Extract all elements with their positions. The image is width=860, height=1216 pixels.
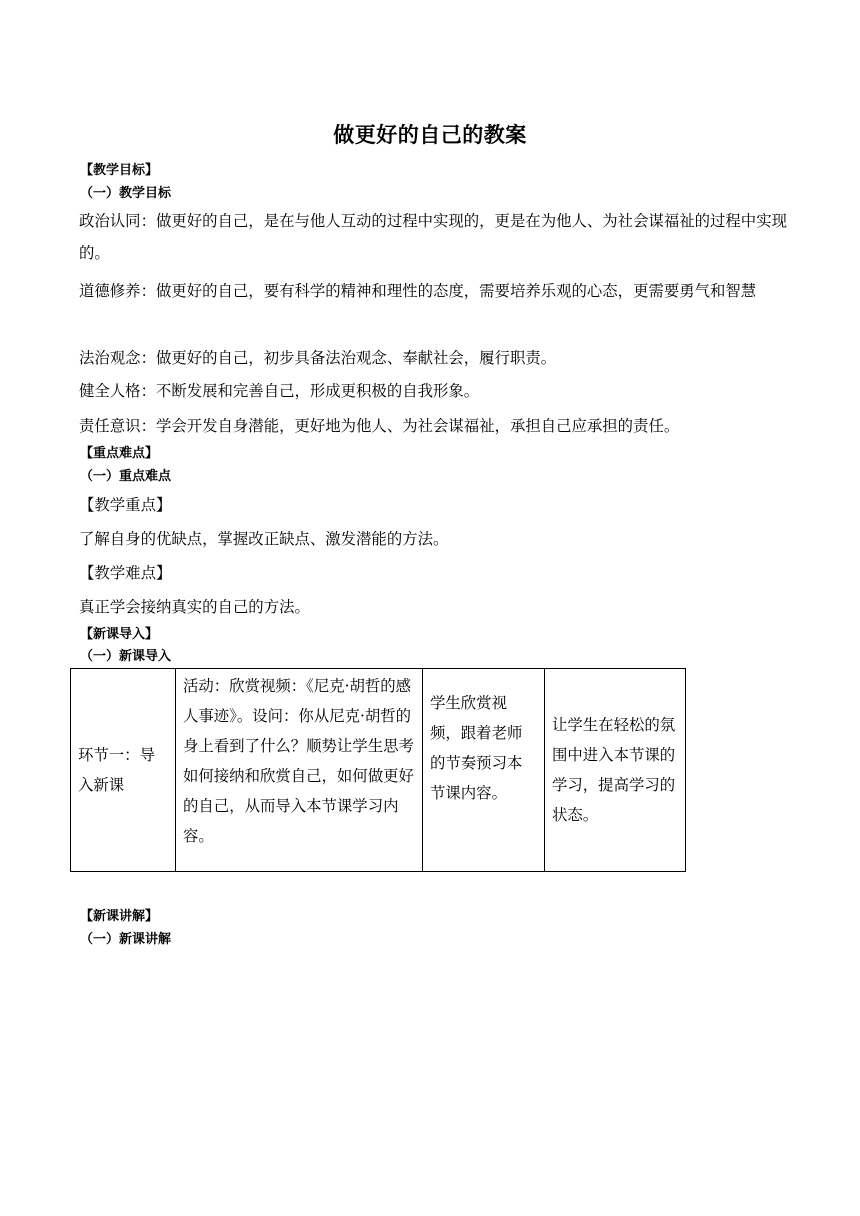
section-heading-goals: 【教学目标】 — [80, 163, 159, 178]
goal-law: 法治观念：做更好的自己，初步具备法治观念、奉献社会，履行职责。 — [79, 349, 557, 367]
goal-moral: 道德修养：做更好的自己，要有科学的精神和理性的态度，需要培养乐观的心态，更需要勇气和智慧 — [79, 282, 757, 300]
document-title: 做更好的自己的教案 — [333, 123, 527, 147]
difficulty-label: 【教学难点】 — [79, 564, 172, 582]
section-heading-intro: 【新课导入】 — [80, 627, 159, 642]
cell-stage: 环节一：导入新课 — [71, 669, 176, 872]
cell-purpose: 让学生在轻松的氛围中进入本节课的学习，提高学习的状态。 — [545, 669, 686, 872]
section-heading-key: 【重点难点】 — [80, 446, 159, 461]
subheading-key: （一）重点难点 — [80, 469, 172, 484]
table-row — [71, 669, 686, 872]
cell-teacher-activity: 活动：欣赏视频：《尼克·胡哲的感人事迹》。设问：你从尼克·胡哲的身上看到了什么？顺势让学生思考如何接纳和欣赏自己，如何做更好的自己，从而导入本节课学习内容。 — [176, 669, 423, 872]
focus-label: 【教学重点】 — [79, 496, 172, 514]
focus-text: 了解自身的优缺点，掌握改正缺点、激发潜能的方法。 — [79, 530, 449, 548]
goal-responsibility: 责任意识：学会开发自身潜能，更好地为他人、为社会谋福祉，承担自己应承担的责任。 — [79, 417, 680, 435]
subheading-goals: （一）教学目标 — [80, 186, 172, 201]
intro-table — [70, 668, 686, 872]
goal-political: 政治认同：做更好的自己，是在与他人互动的过程中实现的，更是在为他人、为社会谋福祉的过程中实现的。 — [79, 212, 787, 262]
goal-personality: 健全人格：不断发展和完善自己，形成更积极的自我形象。 — [79, 382, 480, 400]
section-heading-lecture: 【新课讲解】 — [80, 909, 159, 924]
subheading-intro: （一）新课导入 — [80, 649, 172, 664]
difficulty-text: 真正学会接纳真实的自己的方法。 — [79, 598, 310, 616]
cell-student-activity: 学生欣赏视频，跟着老师的节奏预习本节课内容。 — [423, 669, 545, 872]
subheading-lecture: （一）新课讲解 — [80, 932, 172, 947]
